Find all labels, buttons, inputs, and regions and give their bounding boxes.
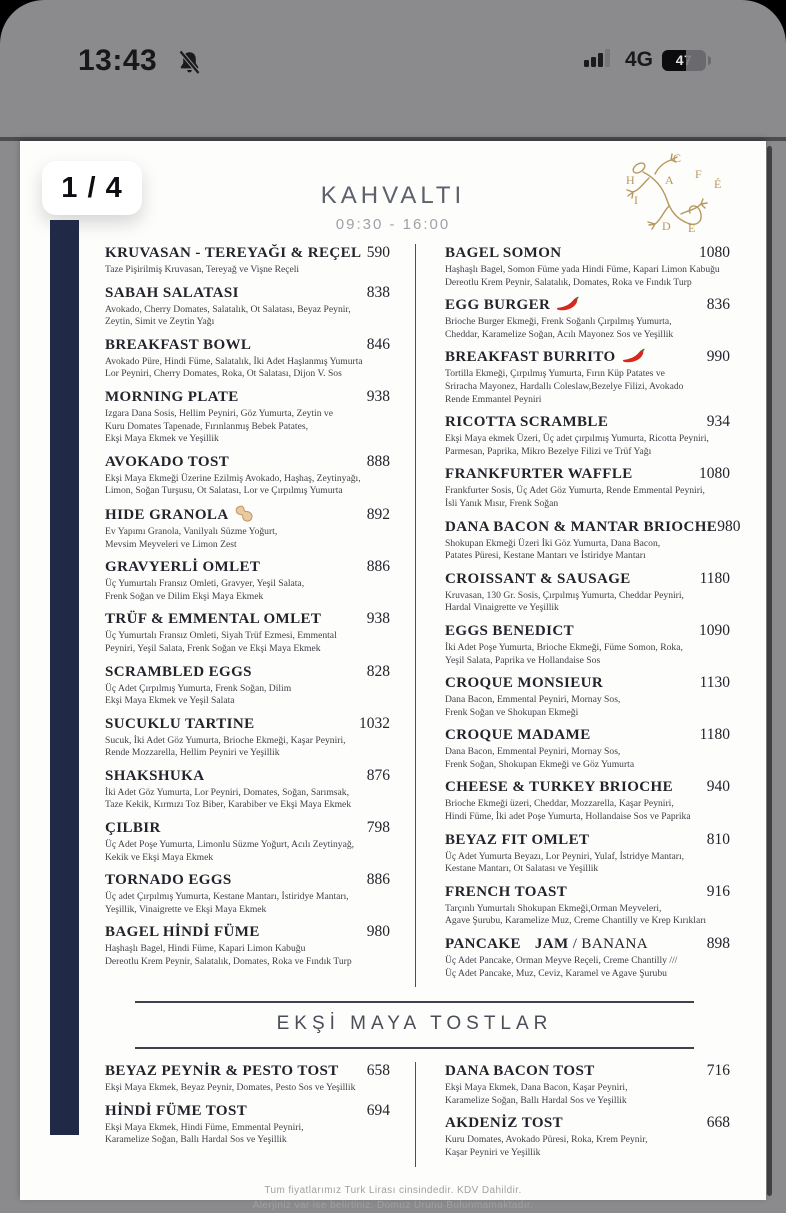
menu-item-description: Sucuk, İki Adet Göz Yumurta, Brioche Ekmeği, Kaşar Peyniri, Rende Mozzarella, Hellim Peyniri ve Yeşillik xyxy=(105,734,346,759)
menu-item-name: HIDE GRANOLA xyxy=(105,505,254,524)
menu-item-description: Dana Bacon, Emmental Peyniri, Mornay Sos, Frenk Soğan ve Shokupan Ekmeği xyxy=(445,694,621,718)
menu-item-name: AKDENİZ TOST xyxy=(445,1115,564,1132)
menu-item-name: SHAKSHUKA xyxy=(105,767,205,784)
menu-item-description: Tarçınlı Yumurtalı Shokupan Ekmeği,Orman Meyveleri, Agave Şurubu, Karamelize Muz, Creme Chantilly ve Krep Kırıkları xyxy=(445,902,707,927)
menu-item-description: Dana Bacon, Emmental Peyniri, Mornay Sos, Frenk Soğan, Shokupan Ekmeği ve Göz Yumurta xyxy=(445,746,635,770)
menu-item-description: Üç Yumurtalı Fransız Omleti, Gravyer, Yeşil Salata, Frenk Soğan ve Dilim Ekşi Maya Ekmek xyxy=(105,578,305,602)
menu-item xyxy=(445,244,730,289)
menu-item xyxy=(445,778,730,823)
tost-column-divider xyxy=(415,1062,416,1166)
menu-item xyxy=(105,610,390,655)
menu-item-description: İki Adet Poşe Yumurta, Brioche Ekmeği, Füme Somon, Roka, Yeşil Salata, Paprika ve Hollandaise Sos xyxy=(445,641,683,666)
menu-item-price: 1180 xyxy=(699,569,730,587)
menu-item-description: Ekşi Maya Ekmek, Beyaz Peynir, Domates, Pesto Sos ve Yeşillik xyxy=(105,1082,356,1094)
menu-item-description: Üç adet Çırpılmış Yumurta, Kestane Mantarı, İstiridye Mantarı, Yeşillik, Vinaigrette ve Ekşi Maya Ekmek xyxy=(105,891,349,915)
menu-item-price: 668 xyxy=(706,1114,730,1132)
menu-item-name: KRUVASAN - TEREYAĞI & REÇEL xyxy=(105,245,362,261)
menu-item-description: Brioche Ekmeği üzeri, Cheddar, Mozzarella, Kaşar Peyniri, Hindi Füme, İki adet Poşe Yumurta, Hollandaise Sos ve Paprika xyxy=(445,798,691,823)
menu-item xyxy=(445,831,730,876)
menu-item-price: 876 xyxy=(366,766,390,784)
menu-item xyxy=(105,453,390,498)
menu-item-name: CROISSANT & SAUSAGE xyxy=(445,570,631,587)
menu-item-description: Üç Yumurtalı Fransız Omleti, Siyah Trüf Ezmesi, Emmental Peyniri, Yeşil Salata, Frenk Soğan ve Ekşi Maya Ekmek xyxy=(105,630,337,654)
tost-columns xyxy=(105,1062,766,1166)
menu-item-price: 810 xyxy=(706,830,730,848)
menu-item-price: 934 xyxy=(706,413,730,431)
menu-columns xyxy=(105,244,766,987)
footer-line-1: Tum fiyatlarımız Turk Lirası cinsindedir. KDV Dahildir. xyxy=(264,1184,522,1196)
menu-item-name: SABAH SALATASI xyxy=(105,284,239,301)
menu-item-name: RICOTTA SCRAMBLE xyxy=(445,414,609,431)
menu-item-name: PANCAKE JAM / BANANA xyxy=(445,936,648,953)
menu-item-price: 828 xyxy=(366,662,390,680)
menu-item-name: CHEESE & TURKEY BRIOCHE xyxy=(445,779,673,796)
menu-item xyxy=(105,1062,390,1095)
menu-item-name: GRAVYERLİ OMLET xyxy=(105,559,261,576)
signal-bars-icon xyxy=(584,49,616,72)
menu-item-price: 1180 xyxy=(699,726,730,744)
menu-item xyxy=(445,1062,730,1107)
menu-item-price: 886 xyxy=(366,871,390,889)
menu-item xyxy=(105,388,390,446)
menu-item xyxy=(445,570,730,615)
menu-item-price: 940 xyxy=(706,778,730,796)
menu-item xyxy=(105,244,390,277)
menu-item-price: 590 xyxy=(366,244,390,261)
menu-item-price: 846 xyxy=(366,335,390,353)
menu-item xyxy=(105,715,390,760)
menu-item-price: 888 xyxy=(366,452,390,470)
menu-item-description: Haşhaşlı Bagel, Hindi Füme, Kapari Limon Kabuğu Dereotlu Krem Peynir, Salatalık, Domates, Roka ve Fındık Turp xyxy=(105,943,352,968)
menu-item-price: 798 xyxy=(366,819,390,837)
peanut-icon xyxy=(234,505,254,522)
menu-item-price: 1090 xyxy=(699,621,730,639)
pdf-page[interactable] xyxy=(20,141,766,1211)
menu-item-price: 938 xyxy=(366,610,390,628)
svg-text:D: D xyxy=(662,219,671,233)
svg-text:C: C xyxy=(673,151,682,165)
menu-item xyxy=(105,767,390,812)
menu-item-description: Tortilla Ekmeği, Çırpılmış Yumurta, Fırın Küp Patates ve Sriracha Mayonez, Hardallı Coleslaw,Bezelye Filizi, Avokado Rende Emmantel Peyniri xyxy=(445,368,684,405)
menu-item-name: SUCUKLU TARTINE xyxy=(105,715,255,732)
menu-item xyxy=(105,663,390,708)
menu-item-name: BREAKFAST BURRITO xyxy=(445,348,645,366)
svg-text:F: F xyxy=(695,167,702,181)
svg-text:E: E xyxy=(688,221,696,235)
menu-item-name: BAGEL HİNDİ FÜME xyxy=(105,924,260,941)
svg-text:É: É xyxy=(714,177,722,191)
menu-item xyxy=(445,348,730,406)
menu-item xyxy=(445,1114,730,1159)
menu-item-name: TORNADO EGGS xyxy=(105,872,232,889)
battery-nub xyxy=(708,56,712,65)
menu-item-name: CROQUE MADAME xyxy=(445,727,591,744)
menu-item-description: Kuru Domates, Avokado Püresi, Roka, Krem Peynir, Kaşar Peyniri ve Yeşillik xyxy=(445,1134,648,1158)
menu-item-name: BREAKFAST BOWL xyxy=(105,336,252,353)
menu-item-price: 980 xyxy=(366,923,390,941)
svg-text:A: A xyxy=(665,173,674,187)
menu-item-name: MORNING PLATE xyxy=(105,388,239,405)
menu-item xyxy=(105,819,390,864)
menu-item xyxy=(445,413,730,458)
menu-item xyxy=(105,558,390,603)
menu-item xyxy=(445,935,730,980)
menu-item-price: 886 xyxy=(366,558,390,576)
menu-item-name: DANA BACON & MANTAR BRIOCHE xyxy=(445,518,718,535)
menu-item-price: 898 xyxy=(706,935,730,953)
svg-text:I: I xyxy=(634,193,638,207)
menu-item xyxy=(445,517,741,563)
menu-item-name: BAGEL SOMON xyxy=(445,245,562,261)
menu-item-price: 1130 xyxy=(699,674,730,692)
menu-item xyxy=(445,726,730,771)
menu-item-name: EGGS BENEDICT xyxy=(445,622,574,639)
menu-item-description: Ekşi Maya Ekmeği Üzerine Ezilmiş Avokado, Haşhaş, Zeytinyağı, Limon, Soğan Turşusu, Ot Salatası, Lor ve Çırpılmış Yumurta xyxy=(105,472,361,497)
menu-item xyxy=(105,923,390,968)
menu-item xyxy=(445,883,730,928)
menu-item xyxy=(445,622,730,667)
menu-item xyxy=(445,465,730,510)
menu-column-left xyxy=(105,244,390,987)
menu-item-name: BEYAZ FIT OMLET xyxy=(445,831,590,848)
menu-item-price: 1032 xyxy=(359,714,390,732)
chili-icon xyxy=(621,348,645,364)
menu-item-name: TRÜF & EMMENTAL OMLET xyxy=(105,611,322,628)
menu-item-name: DANA BACON TOST xyxy=(445,1063,595,1080)
menu-item-description: Üç Adet Yumurta Beyazı, Lor Peyniri, Yulaf, İstridye Mantarı, Kestane Mantarı, Ot Salatası ve Yeşillik xyxy=(445,850,685,875)
hide-cafe-lizard-logo xyxy=(618,147,730,251)
tost-column-right xyxy=(445,1062,730,1166)
menu-item-name: ÇILBIR xyxy=(105,820,161,837)
menu-item xyxy=(105,336,390,381)
menu-item-price: 916 xyxy=(706,882,730,900)
menu-item-price: 658 xyxy=(366,1062,390,1080)
menu-item-name: FRENCH TOAST xyxy=(445,883,568,900)
scrollbar[interactable] xyxy=(767,146,772,1196)
network-type-label: 4G xyxy=(624,48,653,71)
menu-item-description: Ev Yapımı Granola, Vanilyalı Süzme Yoğurt, Mevsim Meyveleri ve Limon Zest xyxy=(105,525,278,550)
menu-item-name: EGG BURGER xyxy=(445,296,579,314)
menu-item xyxy=(105,284,390,329)
menu-item-price: 980 xyxy=(717,517,741,535)
clock-label: 13:43 xyxy=(78,44,158,77)
menu-item-description: Izgara Dana Sosis, Hellim Peyniri, Göz Yumurta, Zeytin ve Kuru Domates Tapenade, Fırınlanmış Bebek Patates, Ekşi Maya Ekmek ve Yeşillik xyxy=(105,407,333,445)
menu-item-price: 990 xyxy=(706,348,730,366)
menu-item-description: Üç Adet Pancake, Orman Meyve Reçeli, Creme Chantilly /// Üç Adet Pancake, Muz, Ceviz, Karamel ve Agave Şurubu xyxy=(445,955,678,979)
menu-item-price: 838 xyxy=(366,283,390,301)
menu-item-name: SCRAMBLED EGGS xyxy=(105,663,252,680)
menu-item-description: Ekşi Maya Ekmek, Dana Bacon, Kaşar Peyniri, Karamelize Soğan, Ballı Hardal Sos ve Yeşillik xyxy=(445,1082,628,1106)
menu-item-price: 892 xyxy=(366,505,390,523)
menu-item xyxy=(105,1102,390,1147)
footer-line-2: Alerjiniz var ise belirtiniz. Domuz Urunu Bulunmamaktadır. xyxy=(252,1199,534,1211)
menu-item-name: HİNDİ FÜME TOST xyxy=(105,1102,248,1119)
menu-item xyxy=(445,674,730,719)
menu-item-description: Taze Pişirilmiş Kruvasan, Tereyağ ve Vişne Reçeli xyxy=(105,264,300,275)
svg-text:H: H xyxy=(626,173,635,187)
menu-item-description: Avokado, Cherry Domates, Salatalık, Ot Salatası, Beyaz Peynir, Zeytin, Simit ve Zeytin Yağı xyxy=(105,303,351,328)
menu-item-description: Haşhaşlı Bagel, Somon Füme yada Hindi Füme, Kapari Limon Kabuğu Dereotlu Krem Peynir, Salatalık, Domates, Roka ve Fındık Turp xyxy=(445,264,720,288)
status-bar xyxy=(0,0,786,95)
tost-column-left xyxy=(105,1062,390,1166)
page-indicator-badge: 1 / 4 xyxy=(42,161,142,215)
left-accent-bar xyxy=(50,220,79,1135)
menu-item-name: AVOKADO TOST xyxy=(105,453,230,470)
menu-item-description: Üç Adet Poşe Yumurta, Limonlu Süzme Yoğurt, Acılı Zeytinyağ, Kekik ve Ekşi Maya Ekmek xyxy=(105,839,355,863)
menu-item-description: Brioche Burger Ekmeği, Frenk Soğanlı Çırpılmış Yumurta, Cheddar, Karamelize Soğan, Acılı Mayonez Sos ve Yeşillik xyxy=(445,316,674,340)
menu-item xyxy=(105,505,390,551)
menu-column-right xyxy=(445,244,741,987)
menu-item-name: CROQUE MONSIEUR xyxy=(445,675,604,692)
chili-icon xyxy=(555,296,579,312)
menu-item-price: 716 xyxy=(706,1062,730,1080)
menu-item-description: Shokupan Ekmeği Üzeri İki Göz Yumurta, Dana Bacon, Patates Püresi, Kestane Mantarı ve İstiridye Mantarı xyxy=(445,537,661,562)
battery-percent-label: 47 xyxy=(675,52,693,68)
menu-item xyxy=(105,871,390,916)
menu-item-description: Avokado Püre, Hindi Füme, Salatalık, İki Adet Haşlanmış Yumurta Lor Peyniri, Cherry Domates, Roka, Ot Salatası, Dijon V. Sos xyxy=(105,355,363,380)
menu-hours: 09:30 - 16:00 xyxy=(335,216,451,233)
menu-item-price: 1080 xyxy=(699,244,730,261)
menu-item-price: 694 xyxy=(366,1101,390,1119)
menu-title: KAHVALTI xyxy=(320,182,466,209)
menu-item-price: 938 xyxy=(366,387,390,405)
menu-item-price: 836 xyxy=(706,296,730,314)
menu-item xyxy=(445,296,730,341)
bell-slash-icon xyxy=(176,49,203,81)
menu-item-description: Ekşi Maya ekmek Üzeri, Üç adet çırpılmış Yumurta, Ricotta Peyniri, Parmesan, Paprika, Mikro Bezelye Filizi ve Trüf Yağı xyxy=(445,433,709,457)
menu-item-description: Kruvasan, 130 Gr. Sosis, Çırpılmış Yumurta, Cheddar Peyniri, Hardal Vinaigrette ve Yeşillik xyxy=(445,589,684,614)
menu-item-description: İki Adet Göz Yumurta, Lor Peyniri, Domates, Soğan, Sarımsak, Taze Kekik, Kırmızı Toz Biber, Karabiber ve Ekşi Maya Ekmek xyxy=(105,786,352,811)
column-divider xyxy=(415,244,416,987)
page-footer-note xyxy=(20,1183,766,1213)
section-banner: EKŞİ MAYA TOSTLAR xyxy=(135,1001,694,1049)
menu-item-description: Frankfurter Sosis, Üç Adet Göz Yumurta, Rende Emmental Peyniri, İsli Yanık Mısır, Frenk Soğan xyxy=(445,485,705,509)
menu-item-name: FRANKFURTER WAFFLE xyxy=(445,466,633,483)
menu-item-name: BEYAZ PEYNİR & PESTO TOST xyxy=(105,1063,339,1080)
menu-item-price: 1080 xyxy=(699,465,730,483)
menu-item-description: Ekşi Maya Ekmek, Hindi Füme, Emmental Peyniri, Karamelize Soğan, Ballı Hardal Sos ve Yeşillik xyxy=(105,1121,304,1146)
menu-item-description: Üç Adet Çırpılmış Yumurta, Frenk Soğan, Dilim Ekşi Maya Ekmek ve Yeşil Salata xyxy=(105,682,292,707)
battery-icon xyxy=(662,50,706,71)
